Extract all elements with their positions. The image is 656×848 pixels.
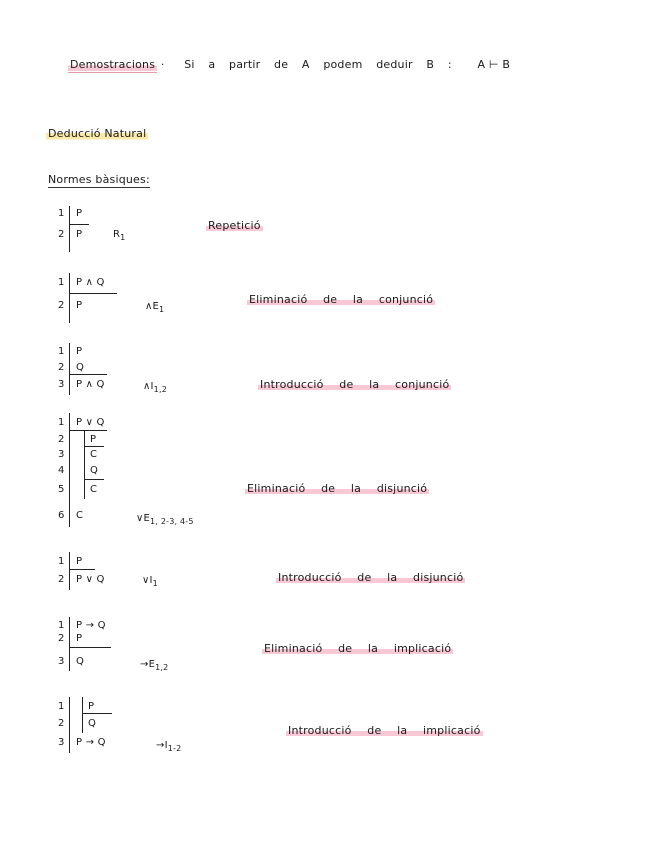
proof-separator: [69, 374, 107, 375]
header-separator: ·: [160, 58, 165, 71]
header-title: Demostracions: [70, 58, 156, 71]
line-number: 3: [58, 449, 65, 460]
formula: Q: [88, 718, 97, 729]
rule-name: Eliminació de la conjunció: [249, 293, 434, 306]
rule-name: Introducció de la implicació: [288, 724, 481, 737]
formula: P: [76, 229, 83, 240]
line-number: 3: [58, 737, 65, 748]
formula: P ∧ Q: [76, 379, 105, 390]
section-title-text: Deducció Natural: [48, 127, 147, 140]
formula: C: [90, 449, 98, 460]
line-number: 1: [58, 620, 65, 631]
proof-bar: [69, 552, 70, 590]
subproof-separator: [84, 479, 104, 480]
line-number: 1: [58, 346, 65, 357]
line-number: 1: [58, 208, 65, 219]
formula: P: [76, 208, 83, 219]
rule-name: Eliminació de la disjunció: [247, 482, 428, 495]
line-number: 3: [58, 379, 65, 390]
rule-justification: $\wedge I_{1,2}$: [143, 381, 167, 394]
line-number: 2: [58, 633, 65, 644]
formula: Q: [76, 362, 85, 373]
line-number: 1: [58, 417, 65, 428]
subproof-bar: [82, 697, 83, 733]
line-number: 6: [58, 510, 65, 521]
rule-justification: $R_1$: [113, 229, 126, 242]
rule-name: Introducció de la conjunció: [260, 378, 450, 391]
subproof-separator: [82, 713, 112, 714]
proof-bar: [69, 273, 70, 323]
subproof-separator: [84, 446, 104, 447]
subsection-title: [48, 173, 150, 186]
formula: P → Q: [76, 620, 106, 631]
rule-name: Repetició: [208, 219, 261, 232]
line-number: 1: [58, 701, 65, 712]
subsection-title-text: Normes bàsiques:: [48, 173, 150, 186]
proof-bar: [69, 206, 70, 252]
line-number: 2: [58, 300, 65, 311]
formula: C: [76, 510, 84, 521]
rule-justification: $\to E_{1,2}$: [140, 659, 169, 672]
rule-justification: $\vee E_{1, 2-3, 4-5}$: [136, 513, 194, 526]
proof-separator: [69, 293, 117, 294]
proof-bar: [69, 697, 70, 753]
header-sentence: Si a partir de A podem deduir B :: [184, 58, 452, 71]
formula: P: [76, 346, 83, 357]
formula: P: [76, 556, 83, 567]
header-line: [68, 58, 510, 71]
formula: P ∨ Q: [76, 574, 105, 585]
formula: P ∧ Q: [76, 277, 105, 288]
formula: Q: [76, 656, 85, 667]
proof-separator: [69, 430, 107, 431]
proof-bar: [69, 343, 70, 395]
line-number: 2: [58, 434, 65, 445]
formula: Q: [90, 465, 99, 476]
rule-name: Eliminació de la implicació: [264, 642, 452, 655]
line-number: 4: [58, 465, 65, 476]
rule-justification: $\to I_{1-2}$: [156, 740, 182, 753]
header-formula: A ⊢ B: [477, 58, 511, 71]
rule-name: Introducció de la disjunció: [278, 571, 464, 584]
formula: C: [90, 484, 98, 495]
formula: P → Q: [76, 737, 106, 748]
proof-separator: [69, 647, 111, 648]
line-number: 1: [58, 556, 65, 567]
formula: P ∨ Q: [76, 417, 105, 428]
proof-separator: [69, 569, 95, 570]
proof-bar: [69, 617, 70, 671]
line-number: 2: [58, 229, 65, 240]
subproof-bar: [84, 431, 85, 463]
subproof-bar: [84, 463, 85, 499]
line-number: 2: [58, 574, 65, 585]
line-number: 2: [58, 718, 65, 729]
line-number: 5: [58, 484, 65, 495]
rule-justification: $\wedge E_1$: [145, 301, 165, 314]
line-number: 2: [58, 362, 65, 373]
section-title: [46, 127, 148, 140]
formula: P: [88, 701, 95, 712]
formula: P: [76, 633, 83, 644]
formula: P: [90, 434, 97, 445]
rule-justification: $\vee I_1$: [142, 575, 158, 588]
line-number: 1: [58, 277, 65, 288]
proof-separator: [69, 224, 89, 225]
formula: P: [76, 300, 83, 311]
line-number: 3: [58, 656, 65, 667]
